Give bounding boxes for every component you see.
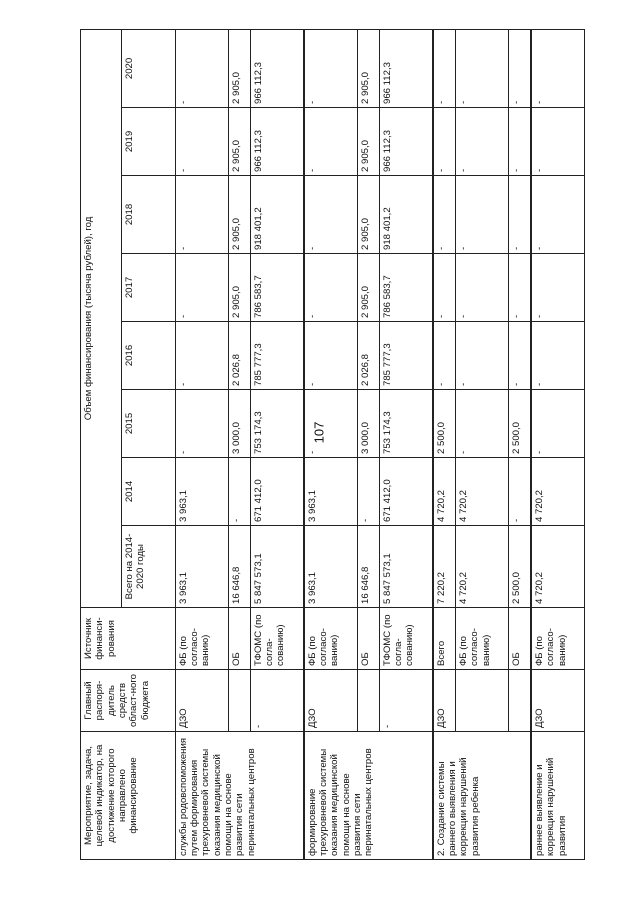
cell-value: 2 905,0 [357, 108, 379, 176]
cell-value: - [531, 108, 585, 176]
cell-value: - [531, 29, 585, 107]
cell-value: 966 112,3 [379, 29, 432, 107]
cell-source: ОБ [357, 608, 379, 670]
header-year-2020: 2020 [121, 29, 175, 107]
cell-value: - [304, 390, 357, 458]
cell-source: ОБ [228, 608, 250, 670]
cell-value: 4 720,2 [531, 526, 585, 608]
cell-manager: ДЗО [531, 670, 585, 732]
cell-value: 671 412,0 [250, 458, 303, 526]
header-year-total: Всего на 2014-2020 годы [121, 526, 175, 608]
cell-source: ФБ (по согласо-ванию) [531, 608, 585, 670]
cell-value: 3 963,1 [175, 526, 228, 608]
cell-value: 2 905,0 [357, 176, 379, 254]
cell-manager [508, 670, 531, 732]
cell-value: 7 220,2 [433, 526, 456, 608]
cell-value: 918 401,2 [379, 176, 432, 254]
table-row [433, 29, 456, 859]
cell-value: 2 905,0 [228, 108, 250, 176]
cell-value: - [304, 108, 357, 176]
cell-value: - [508, 458, 531, 526]
cell-value: - [455, 29, 508, 107]
cell-source: ОБ [508, 608, 531, 670]
cell-value: - [508, 176, 531, 254]
cell-value: 2 026,8 [228, 322, 250, 390]
cell-value: - [433, 322, 456, 390]
cell-value: 2 500,0 [508, 526, 531, 608]
cell-value: 3 000,0 [228, 390, 250, 458]
cell-value: 2 905,0 [228, 254, 250, 322]
cell-source: ТФОМС (по согла-сованию) [379, 608, 432, 670]
cell-value: 2 905,0 [357, 29, 379, 107]
cell-value: 918 401,2 [250, 176, 303, 254]
table-wrapper [80, 30, 585, 860]
cell-manager: - [250, 670, 303, 732]
cell-value: - [455, 176, 508, 254]
cell-value: - [455, 390, 508, 458]
cell-manager [357, 670, 379, 732]
cell-manager: ДЗО [175, 670, 228, 732]
cell-value: 4 720,2 [455, 526, 508, 608]
cell-value: 2 026,8 [357, 322, 379, 390]
cell-value: - [455, 254, 508, 322]
cell-value: - [531, 390, 585, 458]
table-row [175, 29, 228, 859]
cell-value: - [433, 29, 456, 107]
cell-value: - [508, 29, 531, 107]
cell-value: - [304, 254, 357, 322]
cell-value: 753 174,3 [250, 390, 303, 458]
cell-value: - [175, 29, 228, 107]
header-year-2019: 2019 [121, 108, 175, 176]
cell-manager [228, 670, 250, 732]
header-measure: Мероприятие, задача, целевой индикатор, на достижение которого направлено финансирование [81, 732, 176, 860]
cell-value: - [531, 176, 585, 254]
cell-value: 4 720,2 [531, 458, 585, 526]
cell-source: ФБ (по согласо-ванию) [175, 608, 228, 670]
cell-value: - [433, 108, 456, 176]
cell-measure: раннее выявление и коррекция нарушений развития [531, 732, 585, 860]
cell-value: 3 963,1 [304, 458, 357, 526]
table-row [531, 29, 585, 859]
cell-value: - [433, 176, 456, 254]
cell-value: 2 905,0 [357, 254, 379, 322]
cell-value: 785 777,3 [250, 322, 303, 390]
page-number: 107 [311, 421, 327, 444]
cell-value: 4 720,2 [433, 458, 456, 526]
header-volume: Объем финансирования (тысяча рублей), год [81, 29, 122, 607]
cell-value: 966 112,3 [250, 108, 303, 176]
cell-value: 5 847 573,1 [379, 526, 432, 608]
cell-value: 4 720,2 [455, 458, 508, 526]
cell-value: 16 646,8 [357, 526, 379, 608]
cell-value: 966 112,3 [250, 29, 303, 107]
header-source: Источник финанси-рования [81, 608, 176, 670]
cell-value: 2 500,0 [508, 390, 531, 458]
cell-source: Всего [433, 608, 456, 670]
cell-value: 5 847 573,1 [250, 526, 303, 608]
cell-value: 786 583,7 [379, 254, 432, 322]
cell-source: ФБ (по согласо-ванию) [455, 608, 508, 670]
header-year-2015: 2015 [121, 390, 175, 458]
header-year-2018: 2018 [121, 176, 175, 254]
cell-manager [455, 670, 508, 732]
cell-value: - [508, 322, 531, 390]
cell-value: - [304, 176, 357, 254]
table-row [304, 29, 357, 859]
cell-value: - [508, 254, 531, 322]
cell-value: 2 500,0 [433, 390, 456, 458]
cell-measure: службы родовспоможения путем формирования трехуровневой системы оказания медицинской помощи на основе развития сети перинатальных центров [175, 732, 303, 860]
cell-value: - [508, 108, 531, 176]
header-year-2017: 2017 [121, 254, 175, 322]
cell-manager: - [379, 670, 432, 732]
cell-value: - [531, 322, 585, 390]
cell-manager: ДЗО [433, 670, 456, 732]
cell-value: 671 412,0 [379, 458, 432, 526]
cell-value: - [455, 108, 508, 176]
cell-value: 786 583,7 [250, 254, 303, 322]
cell-value: 3 000,0 [357, 390, 379, 458]
cell-value: 2 905,0 [228, 29, 250, 107]
cell-value: 753 174,3 [379, 390, 432, 458]
cell-value: - [433, 254, 456, 322]
cell-value: - [175, 176, 228, 254]
header-year-2016: 2016 [121, 322, 175, 390]
cell-value: 3 963,1 [304, 526, 357, 608]
cell-value: - [175, 322, 228, 390]
cell-value: - [175, 254, 228, 322]
cell-value: - [304, 322, 357, 390]
cell-value: 2 905,0 [228, 176, 250, 254]
cell-value: - [304, 29, 357, 107]
cell-source: ФБ (по согласо-ванию) [304, 608, 357, 670]
cell-value: - [455, 322, 508, 390]
cell-value: 966 112,3 [379, 108, 432, 176]
cell-value: 3 963,1 [175, 458, 228, 526]
cell-measure: 2. Создание системы раннего выявления и коррекции нарушений развития ребенка [433, 732, 531, 860]
financing-table [80, 29, 585, 860]
cell-manager: ДЗО [304, 670, 357, 732]
cell-value: - [175, 390, 228, 458]
header-year-2014: 2014 [121, 458, 175, 526]
cell-value: - [228, 458, 250, 526]
header-manager: Главный распоря-дитель средств област-ного бюджета [81, 670, 176, 732]
cell-source: ТФОМС (по согла-сованию) [250, 608, 303, 670]
cell-value: 785 777,3 [379, 322, 432, 390]
cell-value: - [175, 108, 228, 176]
cell-measure: формирование трехуровневой системы оказания медицинской помощи на основе развития сети перинатальных центров [304, 732, 433, 860]
cell-value: - [531, 254, 585, 322]
cell-value: 16 646,8 [228, 526, 250, 608]
cell-value: - [357, 458, 379, 526]
